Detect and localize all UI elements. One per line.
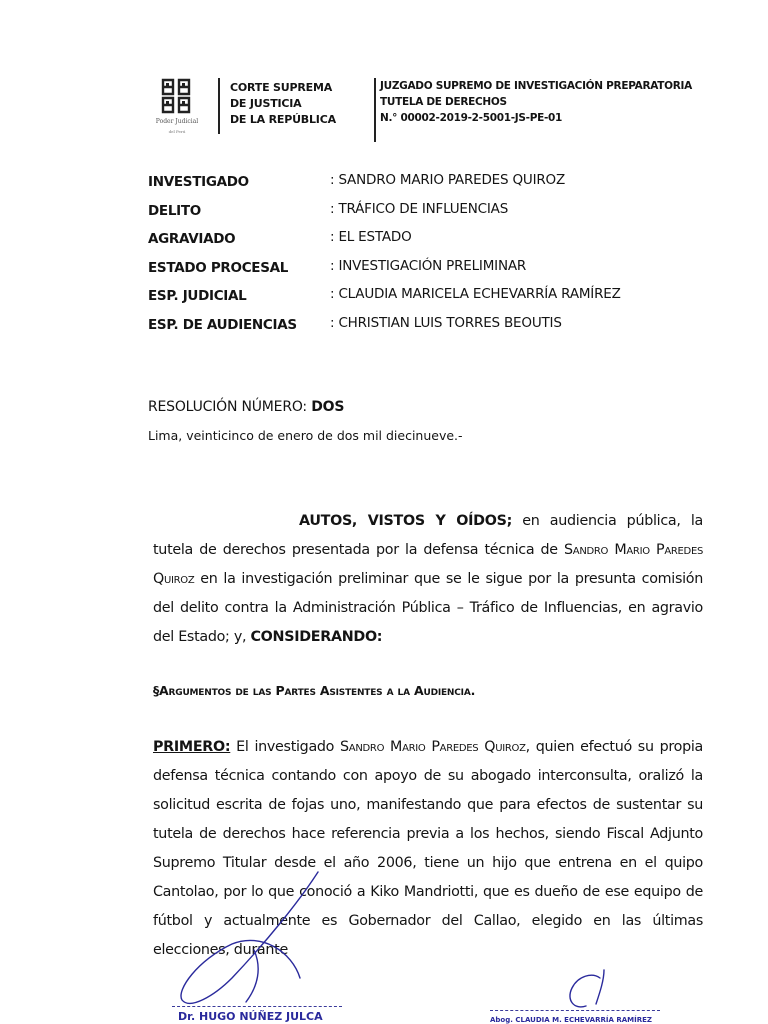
intro-paragraph — [153, 507, 703, 652]
section-title: §Argumentos de las Partes Asistentes a la Audiencia. — [153, 683, 476, 698]
case-info-row — [148, 284, 708, 313]
signature-name-right: Abog. CLAUDIA M. ECHEVARRÍA RAMÍREZ — [490, 1016, 652, 1024]
court-line: CORTE SUPREMA — [230, 81, 333, 94]
court-line: DE LA REPÚBLICA — [230, 113, 336, 126]
case-info-value: : SANDRO MARIO PAREDES QUIROZ — [330, 172, 565, 188]
poder-judicial-logo — [146, 78, 208, 140]
right-signature-stroke — [570, 975, 600, 1007]
signature-line-right — [490, 1010, 660, 1011]
header-divider — [374, 78, 376, 142]
resolution-number: DOS — [311, 399, 345, 415]
case-info-row — [148, 199, 708, 228]
court-line: DE JUSTICIA — [230, 97, 302, 110]
case-info-label: AGRAVIADO — [148, 231, 236, 247]
case-info-value: : INVESTIGACIÓN PRELIMINAR — [330, 257, 527, 274]
header-divider — [218, 78, 220, 134]
intro-text: en la investigación preliminar que se le sigue por la presunta comisión del delito contra la Administración Pública – Tráfico de Influencias, en agravio del Estado; y, — [153, 571, 703, 645]
case-info-row — [148, 170, 708, 199]
case-info-label: DELITO — [148, 202, 201, 219]
case-info-row — [148, 313, 708, 342]
resolution-title-prefix: RESOLUCIÓN NÚMERO: — [148, 399, 312, 415]
case-info-value: : CHRISTIAN LUIS TORRES BEOUTIS — [330, 314, 562, 331]
case-info-value: : CLAUDIA MARICELA ECHEVARRÍA RAMÍREZ — [330, 286, 621, 302]
primero-paragraph — [153, 733, 703, 965]
primero-label: PRIMERO: — [153, 739, 231, 755]
juzgado-line: JUZGADO SUPREMO DE INVESTIGACIÓN PREPARATORIA — [380, 80, 692, 92]
primero-text: , quien efectuó su propia defensa técnica contando con apoyo de su abogado interconsulta, oralizó la solicitud escrita de fojas uno, manifestando que para efectos de sustentar su tutela de derechos hace referencia previa a los hechos, siendo Fiscal Adjunto Supremo Titular desde el año 2006, tiene un hijo que entrena en el quipo Cantolao, por lo que conoció a Kiko Mandriotti, que es dueño de ese equipo de fútbol y actualmente es Gobernador del Callao, elegido en las últimas elecciones, durante — [153, 739, 703, 958]
resolution-title — [148, 399, 344, 415]
case-info — [148, 170, 708, 341]
investigated-name: Sandro Mario Paredes Quiroz — [153, 542, 704, 587]
intro-text: en audiencia pública, la tutela de derechos presentada por la defensa técnica de — [153, 513, 703, 558]
case-info-label: ESTADO PROCESAL — [148, 259, 289, 276]
resolution-date: Lima, veinticinco de enero de dos mil diecinueve.- — [148, 428, 463, 443]
signature-name-left: Dr. HUGO NÚÑEZ JULCA — [178, 1010, 323, 1023]
case-info-row — [148, 227, 708, 256]
right-signature-stroke — [596, 970, 604, 1004]
court-name — [230, 80, 336, 128]
intro-lead: AUTOS, VISTOS Y OÍDOS; — [299, 513, 512, 529]
case-info-label: ESP. JUDICIAL — [148, 288, 247, 304]
poder-judicial-emblem-icon — [160, 78, 194, 114]
juzgado-info — [380, 78, 692, 126]
considerando-label: CONSIDERANDO: — [250, 629, 383, 645]
case-info-label: ESP. DE AUDIENCIAS — [148, 316, 297, 333]
primero-text: El investigado — [230, 739, 341, 755]
case-info-row — [148, 256, 708, 285]
case-number: N.° 00002-2019-2-5001-JS-PE-01 — [380, 112, 563, 124]
logo-subcaption: del Perú — [168, 129, 186, 134]
investigated-name: Sandro Mario Paredes Quiroz — [340, 739, 526, 755]
signature-line-left — [172, 1006, 342, 1007]
logo-caption: Poder Judicial — [155, 118, 199, 125]
case-info-label: INVESTIGADO — [148, 174, 249, 190]
case-info-value: : EL ESTADO — [330, 229, 412, 245]
juzgado-line: TUTELA DE DERECHOS — [380, 96, 507, 108]
case-info-value: : TRÁFICO DE INFLUENCIAS — [330, 200, 509, 217]
